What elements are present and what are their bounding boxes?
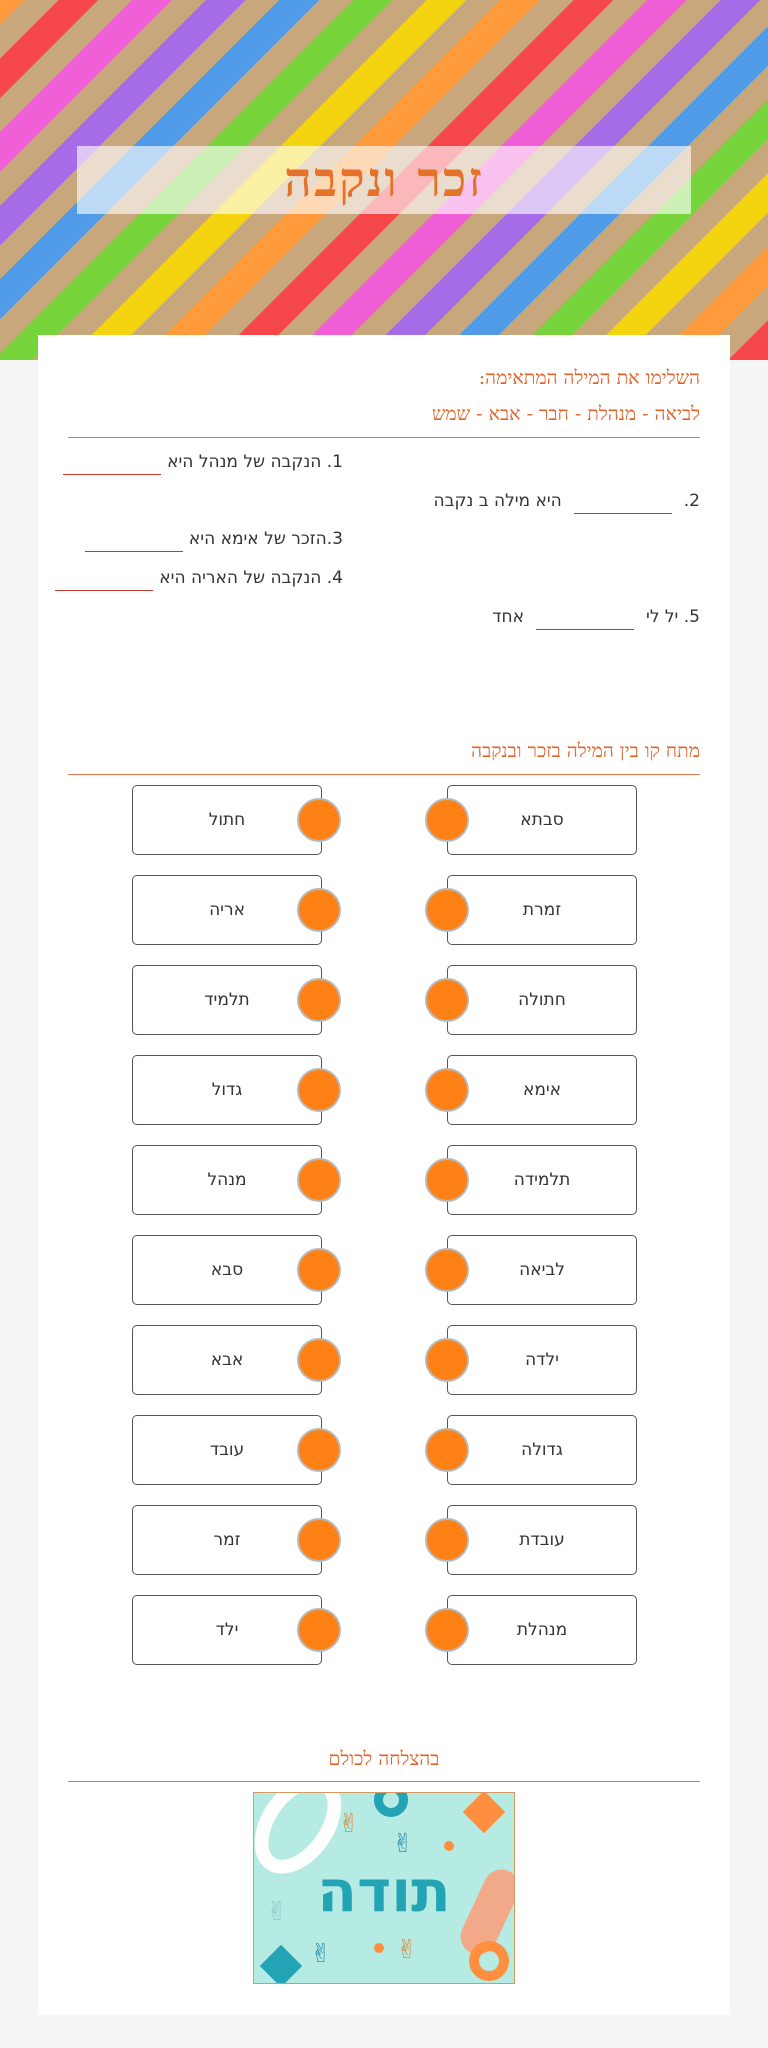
- match-word-right: גדולה: [447, 1415, 637, 1485]
- question-text: אחד: [492, 607, 525, 627]
- thanks-image: [253, 1792, 515, 1984]
- match-connector-right[interactable]: [425, 978, 469, 1022]
- match-connector-right[interactable]: [425, 1248, 469, 1292]
- match-connector-left[interactable]: [297, 1338, 341, 1382]
- diamond-shape: [463, 1792, 505, 1833]
- thanks-text: תודה: [317, 1857, 451, 1925]
- peace-hand-icon: ✌: [310, 1939, 332, 1969]
- question-text: 3.הזכר של אימא היא: [188, 529, 343, 549]
- match-connector-left[interactable]: [297, 798, 341, 842]
- match-word-right: עובדת: [447, 1505, 637, 1575]
- match-word-right: לביאה: [447, 1235, 637, 1305]
- divider: [68, 1781, 700, 1782]
- title-box: [77, 146, 691, 214]
- match-connector-left[interactable]: [297, 1158, 341, 1202]
- match-connector-right[interactable]: [425, 1158, 469, 1202]
- circle-shape: [374, 1792, 408, 1817]
- peace-hand-icon: ✌: [266, 1897, 288, 1927]
- question-text: 4. הנקבה של האריה היא: [159, 568, 343, 588]
- answer-blank[interactable]: [85, 526, 183, 552]
- diamond-shape: [260, 1945, 302, 1984]
- match-word-left: מנהל: [132, 1145, 322, 1215]
- answer-blank[interactable]: [55, 565, 153, 591]
- match-word-left: אבא: [132, 1325, 322, 1395]
- divider: [68, 437, 700, 438]
- peace-hand-icon: ✌: [392, 1829, 414, 1859]
- match-word-right: זמרת: [447, 875, 637, 945]
- match-word-left: עובד: [132, 1415, 322, 1485]
- question-number: 2.: [683, 491, 700, 511]
- match-word-left: אריה: [132, 875, 322, 945]
- circle-shape: [374, 1943, 384, 1953]
- match-connector-right[interactable]: [425, 1608, 469, 1652]
- divider: [68, 774, 700, 775]
- match-word-right: מנהלת: [447, 1595, 637, 1665]
- match-word-left: ילד: [132, 1595, 322, 1665]
- page-title: זכר ונקבה: [284, 152, 484, 208]
- match-connector-left[interactable]: [297, 888, 341, 932]
- match-connector-right[interactable]: [425, 1338, 469, 1382]
- question-4: [55, 561, 343, 595]
- match-word-left: גדול: [132, 1055, 322, 1125]
- question-text: 5. יל לי: [646, 607, 700, 627]
- match-connector-right[interactable]: [425, 798, 469, 842]
- question-2: [434, 484, 700, 518]
- match-connector-left[interactable]: [297, 1608, 341, 1652]
- circle-shape: [469, 1941, 509, 1981]
- question-3: [85, 522, 343, 556]
- footer-heading: בהצלחה לכולם: [328, 1748, 440, 1770]
- question-text: 1. הנקבה של מנהל היא: [167, 452, 343, 472]
- match-word-left: זמר: [132, 1505, 322, 1575]
- match-connector-left[interactable]: [297, 1428, 341, 1472]
- match-word-right: ילדה: [447, 1325, 637, 1395]
- match-heading: מתח קו בין המילה בזכר ובנקבה: [471, 740, 700, 762]
- match-word-right: סבתא: [447, 785, 637, 855]
- match-connector-left[interactable]: [297, 1518, 341, 1562]
- match-connector-right[interactable]: [425, 1518, 469, 1562]
- match-word-right: חתולה: [447, 965, 637, 1035]
- question-1: [63, 445, 343, 479]
- question-5: [492, 600, 700, 634]
- word-bank: לביאה - מנהלת - חבר - אבא - שמש: [431, 403, 700, 425]
- match-word-left: סבא: [132, 1235, 322, 1305]
- match-connector-left[interactable]: [297, 1068, 341, 1112]
- match-connector-right[interactable]: [425, 888, 469, 932]
- peace-hand-icon: ✌: [396, 1935, 418, 1965]
- match-word-right: תלמידה: [447, 1145, 637, 1215]
- match-connector-right[interactable]: [425, 1068, 469, 1112]
- match-connector-right[interactable]: [425, 1428, 469, 1472]
- match-word-left: תלמיד: [132, 965, 322, 1035]
- peace-hand-icon: ✌: [338, 1809, 360, 1839]
- answer-blank[interactable]: [63, 449, 161, 475]
- fill-heading: השלימו את המילה המתאימה:: [478, 367, 700, 389]
- match-word-right: אימא: [447, 1055, 637, 1125]
- match-word-left: חתול: [132, 785, 322, 855]
- answer-blank[interactable]: [574, 488, 672, 514]
- match-connector-left[interactable]: [297, 1248, 341, 1292]
- circle-shape: [444, 1841, 454, 1851]
- question-text: היא מילה ב נקבה: [433, 491, 562, 511]
- answer-blank[interactable]: [536, 604, 634, 630]
- match-connector-left[interactable]: [297, 978, 341, 1022]
